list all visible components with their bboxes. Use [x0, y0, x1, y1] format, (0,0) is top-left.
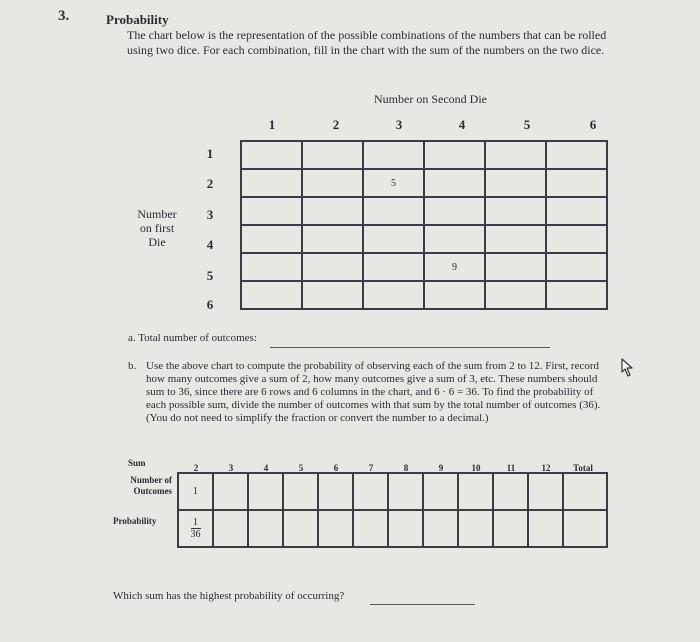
outcomes-cell[interactable]	[528, 473, 563, 510]
grid-cell[interactable]	[302, 253, 363, 281]
col-label-6: 6	[589, 117, 597, 132]
grid-cell[interactable]	[302, 225, 363, 253]
grid-cell[interactable]	[241, 253, 302, 281]
probability-row-label: Probability	[113, 516, 157, 526]
intro-line-2: using two dice. For each combination, fill in the chart with the sum of the numbers on the two dice.	[127, 43, 605, 57]
problem-intro	[127, 28, 627, 58]
probability-cell[interactable]	[353, 510, 388, 547]
sum-header-2: 2	[193, 463, 199, 473]
sum-header-3: 3	[228, 463, 234, 473]
grid-cell[interactable]	[363, 253, 424, 281]
probability-row	[178, 510, 607, 547]
outcomes-cell[interactable]	[458, 473, 493, 510]
sum-header-total: Total	[573, 463, 593, 473]
question-a-text: Total number of outcomes:	[138, 332, 257, 344]
sum-header-8: 8	[403, 463, 409, 473]
grid-cell[interactable]	[363, 225, 424, 253]
grid-cell[interactable]	[485, 141, 546, 169]
grid-cell[interactable]	[302, 197, 363, 225]
probability-fraction	[191, 517, 201, 540]
sum-header-11: 11	[506, 463, 516, 473]
sum-header-7: 7	[368, 463, 374, 473]
outcomes-total-cell[interactable]	[563, 473, 607, 510]
probability-cell[interactable]	[213, 510, 248, 547]
grid-cell[interactable]	[363, 141, 424, 169]
fraction-denominator: 36	[190, 529, 201, 540]
second-die-title: Number on Second Die	[374, 92, 487, 106]
col-label-1: 1	[268, 117, 276, 132]
sum-row-label: Sum	[128, 458, 146, 468]
outcomes-cell-2[interactable]: 1	[178, 473, 213, 510]
grid-cell[interactable]	[424, 141, 485, 169]
grid-cell[interactable]	[424, 169, 485, 197]
problem-title: Probability	[106, 12, 169, 27]
grid-row-1	[241, 141, 607, 169]
question-a	[128, 332, 257, 344]
row-label-2: 2	[206, 176, 214, 191]
grid-cell[interactable]	[302, 281, 363, 309]
col-label-2: 2	[332, 117, 340, 132]
grid-cell[interactable]	[485, 225, 546, 253]
outcomes-cell[interactable]	[388, 473, 423, 510]
outcomes-cell[interactable]	[318, 473, 353, 510]
row-label-3: 3	[206, 207, 214, 222]
answer-line-a[interactable]	[270, 347, 550, 348]
probability-cell[interactable]	[318, 510, 353, 547]
grid-cell[interactable]	[241, 169, 302, 197]
sum-header-4: 4	[263, 463, 269, 473]
row-label-1: 1	[206, 146, 214, 161]
grid-row-5	[241, 253, 607, 281]
col-label-3: 3	[395, 117, 403, 132]
grid-cell[interactable]	[241, 225, 302, 253]
sum-header-9: 9	[438, 463, 444, 473]
grid-cell[interactable]	[485, 169, 546, 197]
question-a-label: a.	[128, 332, 136, 344]
probability-cell[interactable]	[458, 510, 493, 547]
probability-total-cell[interactable]	[563, 510, 607, 547]
hand-pointer-icon	[616, 356, 640, 380]
grid-cell[interactable]	[424, 225, 485, 253]
row-label-5: 5	[206, 268, 214, 283]
intro-line-1: The chart below is the representation of the possible combinations of the numbers that can be rolled	[127, 28, 607, 42]
grid-cell[interactable]	[546, 225, 607, 253]
grid-cell[interactable]	[363, 281, 424, 309]
grid-cell-example-5[interactable]: 5	[363, 169, 424, 197]
final-answer-line[interactable]	[370, 604, 475, 605]
grid-cell[interactable]	[424, 281, 485, 309]
grid-cell[interactable]	[546, 197, 607, 225]
grid-row-4	[241, 225, 607, 253]
grid-cell[interactable]	[546, 281, 607, 309]
first-die-title: Number on first Die	[137, 207, 177, 249]
grid-cell[interactable]	[424, 197, 485, 225]
question-b	[128, 360, 608, 425]
col-label-5: 5	[523, 117, 531, 132]
fraction-numerator: 1	[193, 517, 198, 528]
outcomes-cell[interactable]	[423, 473, 458, 510]
question-b-text: Use the above chart to compute the probability of observing each of the sum from 2 to 12. First, record how many outcomes give a sum of 2, how many outcomes give a sum of 3, etc. These numbers should sum to 36, since there are 6 rows and 6 columns in the chart, and 6 · 6 = 36. To find the probability of each possible sum, divide the number of outcomes with that sum by the total number of outcomes (36). (You do not need to simplify the fraction or convert the number to a decimal.)	[146, 360, 601, 424]
grid-cell[interactable]	[241, 197, 302, 225]
outcomes-cell[interactable]	[213, 473, 248, 510]
probability-cell[interactable]	[423, 510, 458, 547]
grid-cell[interactable]	[546, 253, 607, 281]
grid-row-6	[241, 281, 607, 309]
sum-header-5: 5	[298, 463, 304, 473]
dice-sum-grid	[240, 140, 608, 310]
problem-number: 3.	[58, 8, 70, 24]
outcomes-cell[interactable]	[493, 473, 528, 510]
sum-header-12: 12	[541, 463, 551, 473]
grid-row-2	[241, 169, 607, 197]
grid-cell[interactable]	[363, 197, 424, 225]
final-question: Which sum has the highest probability of occurring?	[113, 590, 345, 602]
grid-cell[interactable]	[485, 197, 546, 225]
outcomes-cell[interactable]	[248, 473, 283, 510]
probability-cell[interactable]	[388, 510, 423, 547]
probability-cell[interactable]	[493, 510, 528, 547]
sum-probability-table	[177, 472, 608, 548]
grid-cell[interactable]	[302, 141, 363, 169]
grid-cell[interactable]	[546, 169, 607, 197]
question-b-label: b.	[128, 360, 137, 372]
row-label-6: 6	[206, 297, 214, 312]
outcomes-row	[178, 473, 607, 510]
probability-cell[interactable]	[283, 510, 318, 547]
grid-cell[interactable]	[546, 141, 607, 169]
outcomes-cell[interactable]	[283, 473, 318, 510]
sum-header-10: 10	[471, 463, 481, 473]
col-label-4: 4	[458, 117, 466, 132]
outcomes-cell[interactable]	[353, 473, 388, 510]
grid-cell[interactable]	[241, 281, 302, 309]
outcomes-row-label: Number of Outcomes	[130, 475, 172, 496]
sum-header-6: 6	[333, 463, 339, 473]
grid-row-3	[241, 197, 607, 225]
grid-cell[interactable]	[241, 141, 302, 169]
row-label-4: 4	[206, 237, 214, 252]
grid-cell-example-9[interactable]: 9	[424, 253, 485, 281]
grid-cell[interactable]	[485, 253, 546, 281]
grid-cell[interactable]	[485, 281, 546, 309]
probability-cell[interactable]	[528, 510, 563, 547]
probability-cell[interactable]	[248, 510, 283, 547]
grid-cell[interactable]	[302, 169, 363, 197]
probability-cell-2[interactable]	[178, 510, 213, 547]
